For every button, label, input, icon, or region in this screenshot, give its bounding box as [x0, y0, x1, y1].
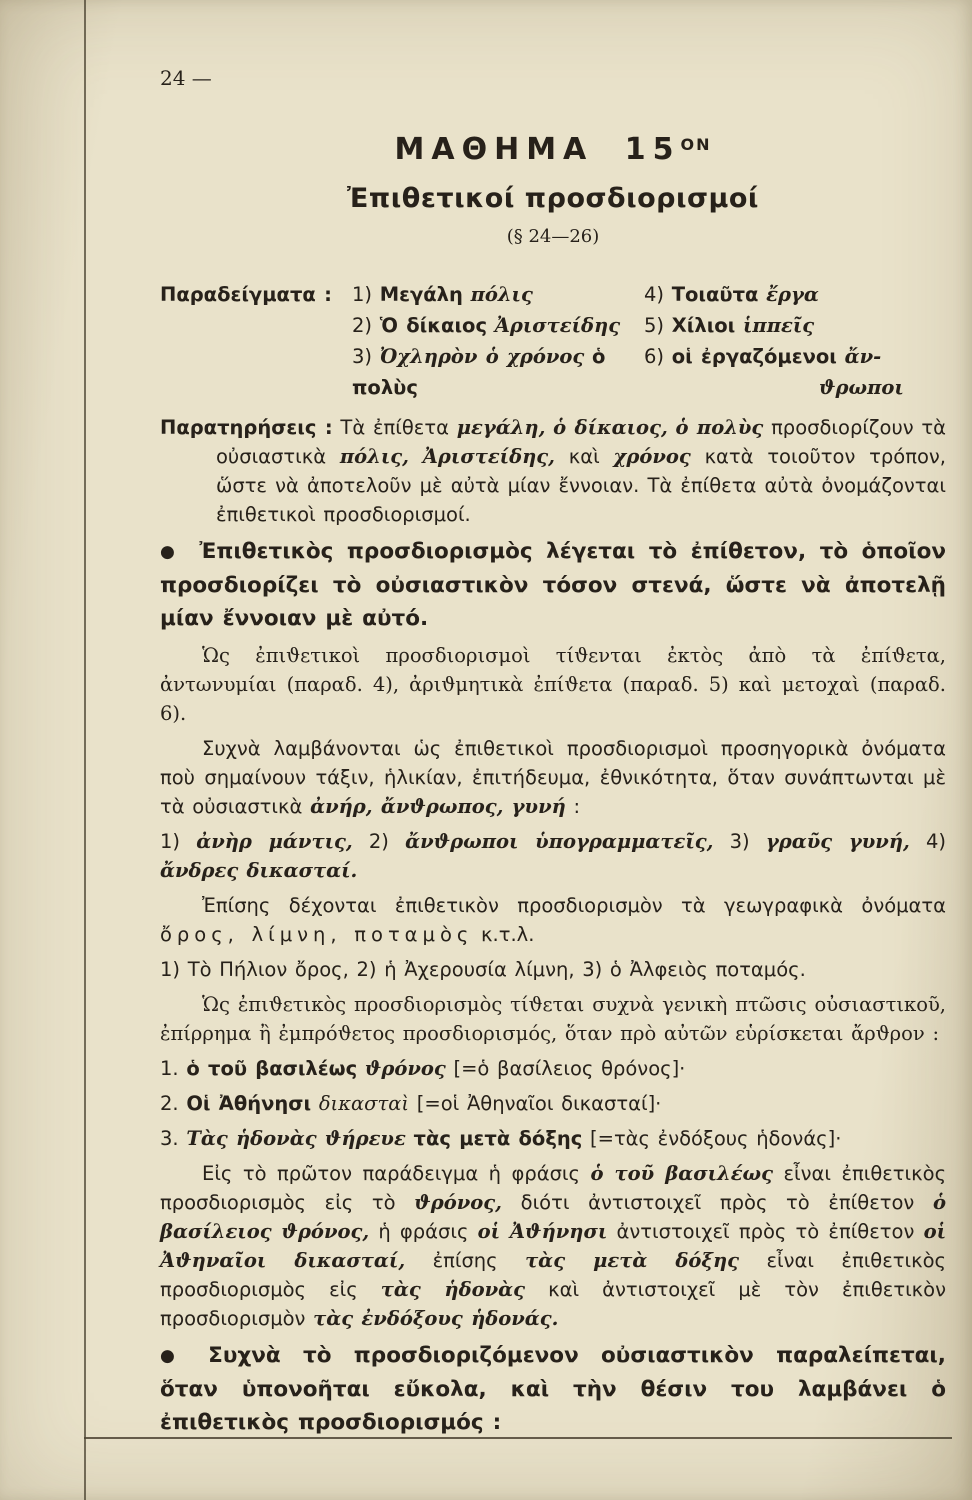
text-segment: Ἀριστείδης,	[422, 445, 555, 468]
text-segment: καὶ	[554, 445, 614, 468]
text-segment: ϑρωποι	[819, 376, 904, 399]
text-segment: 1) Τὸ Πήλιον ὄρος, 2) ἡ Ἀχερουσία λίμνη, 3) ὁ Ἀλφειὸς ποταμός.	[160, 958, 806, 981]
text-segment: ὁ τοῦ βασιλέως	[186, 1057, 358, 1080]
text-segment	[463, 283, 471, 306]
text-segment	[584, 345, 592, 368]
text-segment: ἄνϑρωποι ὑπογραμματεῖς,	[405, 830, 714, 853]
text-segment: τὰς μετὰ δόξης	[413, 1127, 583, 1150]
list-noun-examples	[160, 827, 946, 885]
text-segment: ὄρος, λίμνη, ποταμὸς	[160, 923, 474, 946]
text-segment: ϑρόνος,	[414, 1191, 502, 1214]
para-genitive-adverb	[160, 990, 946, 1048]
text-segment: 4)	[644, 283, 672, 306]
text-segment: ἀνήρ, ἄνϑρωπος, γυνή	[310, 795, 566, 818]
text-segment: ἱππεῖς	[743, 314, 815, 337]
text-segment: ἄν-	[844, 345, 882, 368]
text-segment: Μεγάλη	[379, 283, 463, 306]
text-segment	[487, 314, 495, 337]
text-segment: οἱ Ἀϑηναῖοι δικασταί,	[160, 1220, 947, 1272]
text-segment: ἀνὴρ μάντις,	[196, 830, 353, 853]
text-segment	[668, 416, 676, 439]
text-segment: 6)	[644, 345, 672, 368]
example-item	[644, 279, 946, 310]
para-common-nouns	[160, 734, 946, 821]
text-segment: Εἰς τὸ πρῶτον παράδειγμα ἡ φράσις	[202, 1162, 591, 1185]
text-segment	[406, 1127, 414, 1150]
text-segment: Ὀχληρὸν ὁ χρόνος	[379, 345, 585, 368]
text-segment: ἀντιστοιχεῖ πρὸς τὸ ἐπίθετον	[607, 1220, 924, 1243]
example-item	[352, 279, 644, 310]
text-segment: ϑρόνος	[364, 1057, 446, 1080]
example-item	[352, 341, 644, 403]
text-segment: Συχνὰ λαμβάνονται ὡς ἐπιθετικοὶ προσδιορισμοὶ προσηγορικὰ ὀνόματα ποὺ σημαίνουν τάξιν, ἡλικίαν, ἐπιτήδευμα, ἐθνικότητα, ὅταν συνάπτωνται μὲ τὰ οὐσιαστικὰ	[160, 737, 946, 818]
text-segment: 4)	[909, 830, 946, 853]
observations-paragraph-label: Παρατηρήσεις :	[160, 416, 333, 439]
text-segment: 2.	[160, 1092, 187, 1115]
text-segment	[735, 314, 743, 337]
text-segment: [=τὰς ἐνδόξους ἡδονάς]·	[582, 1127, 842, 1150]
text-segment: Τὰς ἡδονὰς ϑήρευε	[186, 1127, 406, 1150]
text-segment	[545, 416, 553, 439]
text-segment: Ὡς ἐπιϑετικὸς προσδιορισμὸς τίϑεται συχνὰ γενικὴ πτῶσις οὐσιαστικοῦ, ἐπίρρημα ἢ ἐμπρόϑετος προσδιορισμός, ὅταν πρὸ αὐτῶν εὑρίσκεται ἄρϑρον :	[160, 993, 946, 1045]
lesson-title	[160, 132, 946, 167]
text-segment: Τοιαῦτα	[671, 283, 759, 306]
text-segment: εἶναι ἐπιθετικὸς προσδιορισμὸς εἰς	[160, 1249, 946, 1301]
text-segment	[357, 1057, 365, 1080]
text-segment: 3.	[160, 1127, 187, 1150]
text-segment: [=οἱ Ἀθηναῖοι δικασταί]·	[409, 1092, 662, 1115]
example-throne	[160, 1054, 946, 1083]
text-segment: γραῦς γυνή,	[765, 830, 910, 853]
example-judges	[160, 1089, 946, 1118]
text-segment: οἱ Ἀϑήνησι	[477, 1220, 608, 1243]
bullet-icon: ●	[160, 542, 180, 562]
example-pleasures	[160, 1124, 946, 1153]
text-segment: οἱ ἐργαζόμενοι	[671, 345, 837, 368]
text-segment: πόλις,	[339, 445, 409, 468]
section-reference: (§ 24—26)	[506, 226, 600, 247]
text-segment: διότι ἀντιστοιχεῖ πρὸς τὸ ἐπίθετον	[501, 1191, 933, 1214]
example-item	[352, 310, 644, 341]
text-segment: ὁ τοῦ βασιλέως	[590, 1162, 774, 1185]
lesson-ordinal: ΟΝ	[680, 135, 712, 154]
para-explanation	[160, 1159, 946, 1333]
para-attributive-types	[160, 641, 946, 728]
text-segment: τὰς ἐνδόξους ἡδονάς.	[313, 1307, 559, 1330]
examples-label: Παραδείγματα :	[160, 283, 332, 306]
text-segment: Οἱ Ἀθήνησι	[186, 1092, 312, 1115]
text-segment: 2)	[352, 830, 406, 853]
text-segment: δικασταὶ	[318, 1092, 410, 1115]
text-segment: πόλις	[470, 283, 533, 306]
list-geo-examples	[160, 955, 946, 984]
text-segment: εἶναι ἐπιθετικὸς προσδιορισμὸς εἰς τὸ	[160, 1162, 947, 1214]
text-segment: Ὡς ἐπιϑετικοὶ προσδιορισμοὶ τίϑενται ἐκτὸς ἀπὸ τὰ ἐπίϑετα, ἀντωνυμίαι (παραδ. 4), ἀριϑμητικὰ ἐπίϑετα (παραδ. 5) καὶ μετοχαὶ (παραδ. 6).	[160, 644, 946, 725]
text-segment: ὁ πολὺς	[675, 416, 764, 439]
text-segment: Ἀριστείδης	[494, 314, 621, 337]
text-segment: Ἐπιθετικὸς προσδιορισμὸς λέγεται τὸ ἐπίθετον, τὸ ὁποῖον προσδιορίζει τὸ οὐσιαστικὸν τόσον στενά, ὥστε νὰ ἀποτελῇ μίαν ἔννοιαν μὲ αὐτό.	[160, 539, 946, 631]
lesson-body	[160, 279, 946, 1439]
text-segment: Ἐπίσης δέχονται ἐπιθετικὸν προσδιορισμὸν τὰ γεωγραφικὰ ὀνόματα	[202, 894, 946, 917]
text-segment	[311, 1092, 319, 1115]
text-segment: προσδιορίζουν τὰ οὐσιαστικὰ	[216, 416, 947, 468]
text-segment	[758, 283, 766, 306]
text-segment: ὁ βασίλειος ϑρόνος,	[160, 1191, 946, 1243]
text-segment: ὁ δίκαιος,	[553, 416, 668, 439]
text-segment: κατὰ τοιοῦτον τρόπον, ὥστε νὰ ἀποτελοῦν μὲ αὐτὰ μίαν ἔννοιαν. Τὰ ἐπίθετα αὐτὰ ὀνομάζονται ἐπιθετικοὶ προσδιορισμοί.	[216, 445, 946, 526]
text-segment: 3)	[352, 345, 380, 368]
text-segment: χρόνος	[613, 445, 691, 468]
examples-section	[160, 279, 946, 403]
text-segment: ἡ φράσις	[369, 1220, 478, 1243]
text-segment: 1)	[160, 830, 197, 853]
text-segment: 1.	[160, 1057, 187, 1080]
example-item	[644, 341, 946, 403]
text-segment: 5)	[644, 314, 672, 337]
text-segment: [=ὁ βασίλειος θρόνος]·	[445, 1057, 686, 1080]
text-segment	[837, 345, 845, 368]
text-segment: Ὁ δίκαιος	[379, 314, 488, 337]
text-segment: 3)	[713, 830, 766, 853]
text-segment: μεγάλη,	[456, 416, 546, 439]
page-content	[160, 66, 946, 1445]
definition-attributive	[160, 535, 946, 635]
examples-column	[644, 279, 946, 403]
text-segment: 1)	[352, 283, 380, 306]
text-segment: Χίλιοι	[671, 314, 736, 337]
text-segment: κ.τ.λ.	[473, 923, 535, 946]
text-segment: ἄνδρες δικασταί.	[160, 859, 358, 882]
bullet-omission	[160, 1339, 946, 1439]
lesson-subtitle: Ἐπιθετικοί προσδιορισμοί	[347, 183, 759, 214]
text-segment: Συχνὰ τὸ προσδιοριζόμενον οὐσιαστικὸν παραλείπεται, ὅταν ὑπονοῆται εὔκολα, καὶ τὴν θέσιν του λαμβάνει ὁ ἐπιθετικὸς προσδιορισμός :	[160, 1343, 946, 1435]
lesson-title-text: ΜΑΘΗΜΑ 15	[394, 132, 681, 167]
example-item	[644, 310, 946, 341]
text-segment: τὰς μετὰ δόξης	[525, 1249, 740, 1272]
text-segment: Τὰ ἐπίθετα	[340, 416, 457, 439]
text-segment: καὶ ἀντιστοιχεῖ μὲ τὸν ἐπιθετικὸν προσδιορισμὸν	[160, 1278, 946, 1330]
text-segment: :	[565, 795, 581, 818]
text-segment: 2)	[352, 314, 380, 337]
para-geographic	[160, 891, 946, 949]
bullet-icon: ●	[160, 1346, 189, 1366]
text-segment: ἔργα	[766, 283, 819, 306]
examples-columns	[352, 279, 946, 403]
text-segment: ἐπίσης	[405, 1249, 526, 1272]
examples-column	[352, 279, 644, 403]
text-segment	[409, 445, 423, 468]
text-segment: τὰς ἡδονὰς	[380, 1278, 526, 1301]
page-number: 24 —	[160, 66, 212, 90]
text-segment: ὁ πολὺς	[352, 345, 606, 399]
observations-paragraph	[160, 413, 946, 529]
left-margin-rule	[84, 0, 86, 1500]
